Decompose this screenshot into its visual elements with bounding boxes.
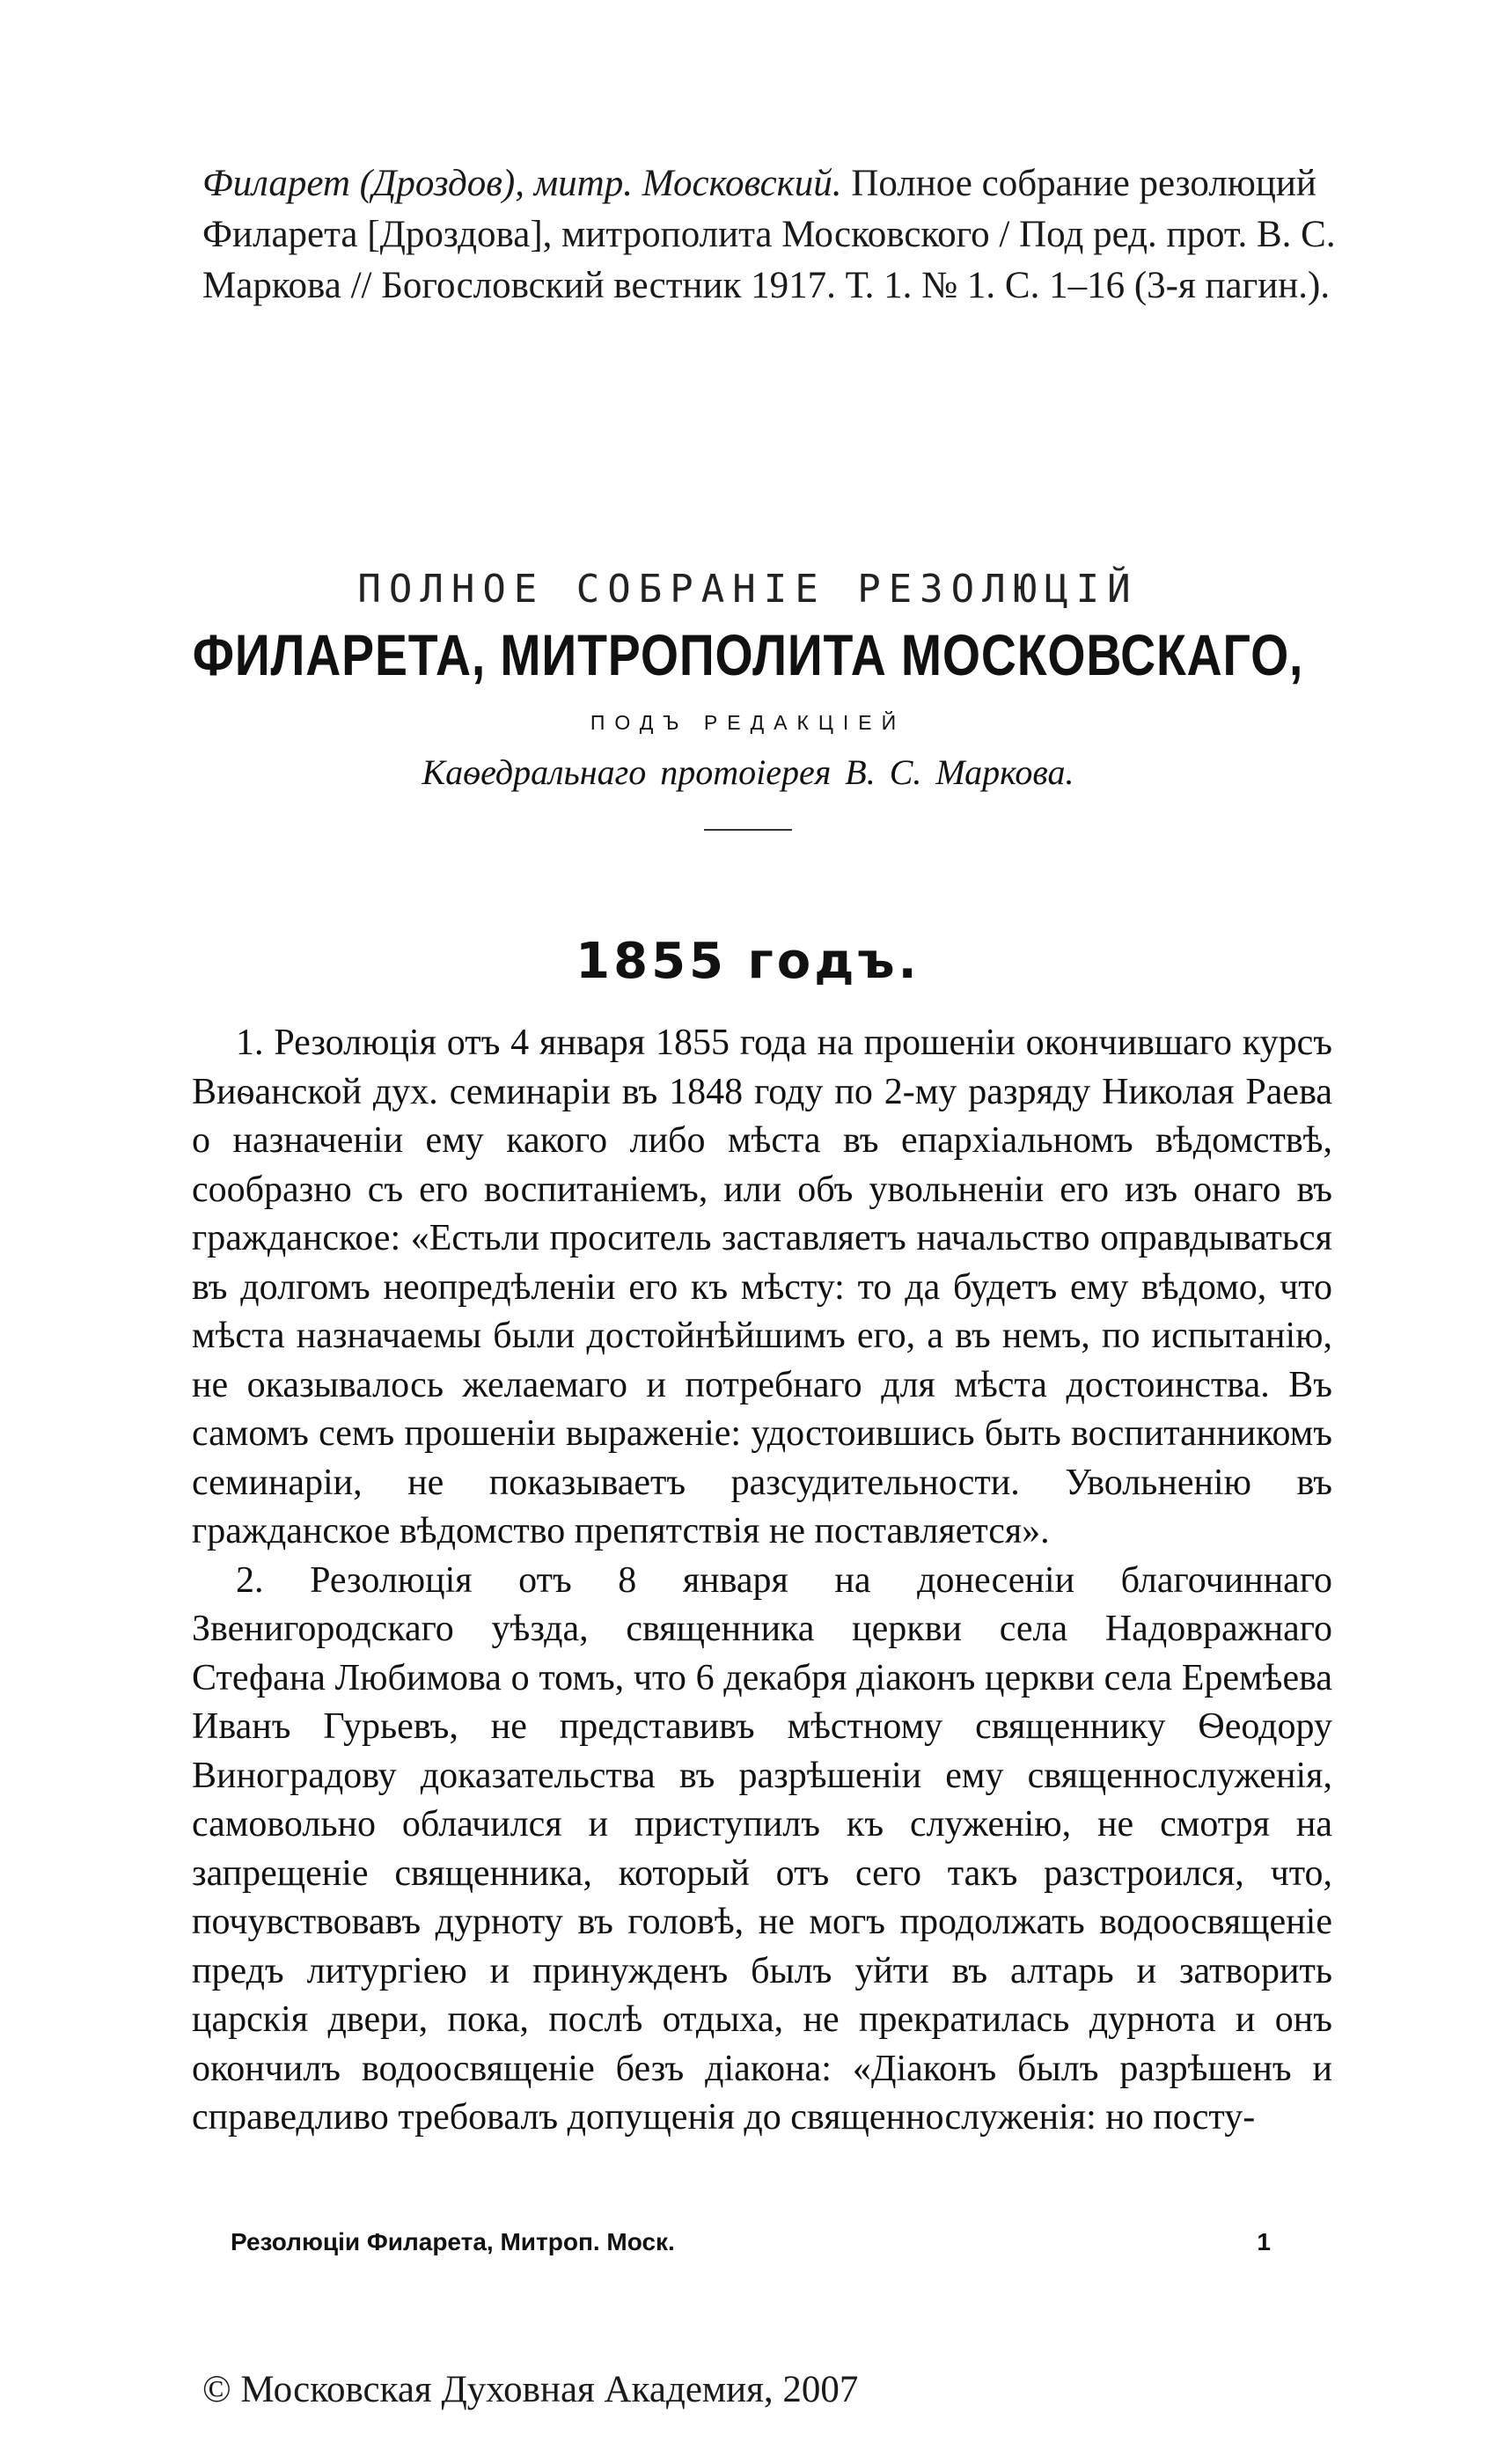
under-editorship-label: ПОДЪ РЕДАКЦІЕЙ: [590, 711, 906, 734]
divider-rule: [704, 829, 792, 831]
document-header: [0, 563, 1496, 831]
body-text: [192, 1019, 1332, 2143]
citation-author: Филарет (Дроздов), митр. Московский.: [202, 163, 842, 204]
page-footer: [231, 2226, 1271, 2258]
title-line-1: ПОЛНОЕ СОБРАНІЕ РЕЗОЛЮЦІЙ: [357, 567, 1139, 612]
resolution-paragraph-1: 1. Резолюція отъ 4 января 1855 года на прошеніи окончившаго курсъ Виѳанской дух. семинаріи въ 1848 году по 2-му разряду Николая Раева о назначеніи ему какого либо мѣста въ епархіальномъ вѣдомствѣ, сообразно съ его воспитаніемъ, или объ увольненіи его изъ онаго въ гражданское: «Естьли проситель заставляетъ начальство оправдываться въ долгомъ неопредѣленіи его къ мѣсту: то да будетъ ему вѣдомо, что мѣста назначаемы были достойнѣйшимъ его, а въ немъ, по испытанію, не оказывалось желаемаго и потребнаго для мѣста достоинства. Въ самомъ семъ прошеніи выраженіе: удостоившись быть воспитанникомъ семинаріи, не показываетъ разсудительности. Увольненію въ гражданское вѣдомство препятствія не поставляется».: [192, 1023, 1332, 1551]
copyright-notice: © Московская Духовная Академия, 2007: [202, 2369, 859, 2410]
editor-line: Каѳедральнаго протоіерея В. С. Маркова.: [422, 752, 1074, 792]
title-line-2: ФИЛАРЕТА, МИТРОПОЛИТА МОСКОВСКАГО,: [192, 622, 1304, 687]
running-title: Резолюціи Филарета, Митроп. Моск.: [231, 2228, 675, 2255]
year-heading: 1855 годъ.: [576, 933, 920, 990]
page-number: 1: [1257, 2228, 1271, 2255]
citation-details: Полное собрание резолюций Филарета [Дроздова], митрополита Московского / Под ред. прот. В. С. Маркова // Богословский вестник 1917. Т. 1. № 1. С. 1–16 (3-я пагин.).: [202, 163, 1336, 306]
citation-block: [202, 158, 1364, 312]
resolution-paragraph-2: 2. Резолюція отъ 8 января на донесеніи благочиннаго Звенигородскаго уѣзда, священника церкви села Надовражнаго Стефана Любимова о томъ, что 6 декабря діаконъ церкви села Еремѣева Иванъ Гурьевъ, не представивъ мѣстному священнику Ѳеодору Виноградову доказательства въ разрѣшеніи ему священнослуженія, самовольно облачился и приступилъ къ служенію, не смотря на запрещеніе священника, который отъ сего такъ разстроился, что, почувствовавъ дурноту въ головѣ, не могъ продолжать водоосвященіе предъ литургіею и принужденъ былъ уйти въ алтарь и затворить царскія двери, пока, послѣ отдыха, не прекратилась дурнота и онъ окончилъ водоосвященіе безъ діакона: «Діаконъ былъ разрѣшенъ и справедливо требовалъ допущенія до священнослуженія: но посту-: [192, 1559, 1332, 2138]
